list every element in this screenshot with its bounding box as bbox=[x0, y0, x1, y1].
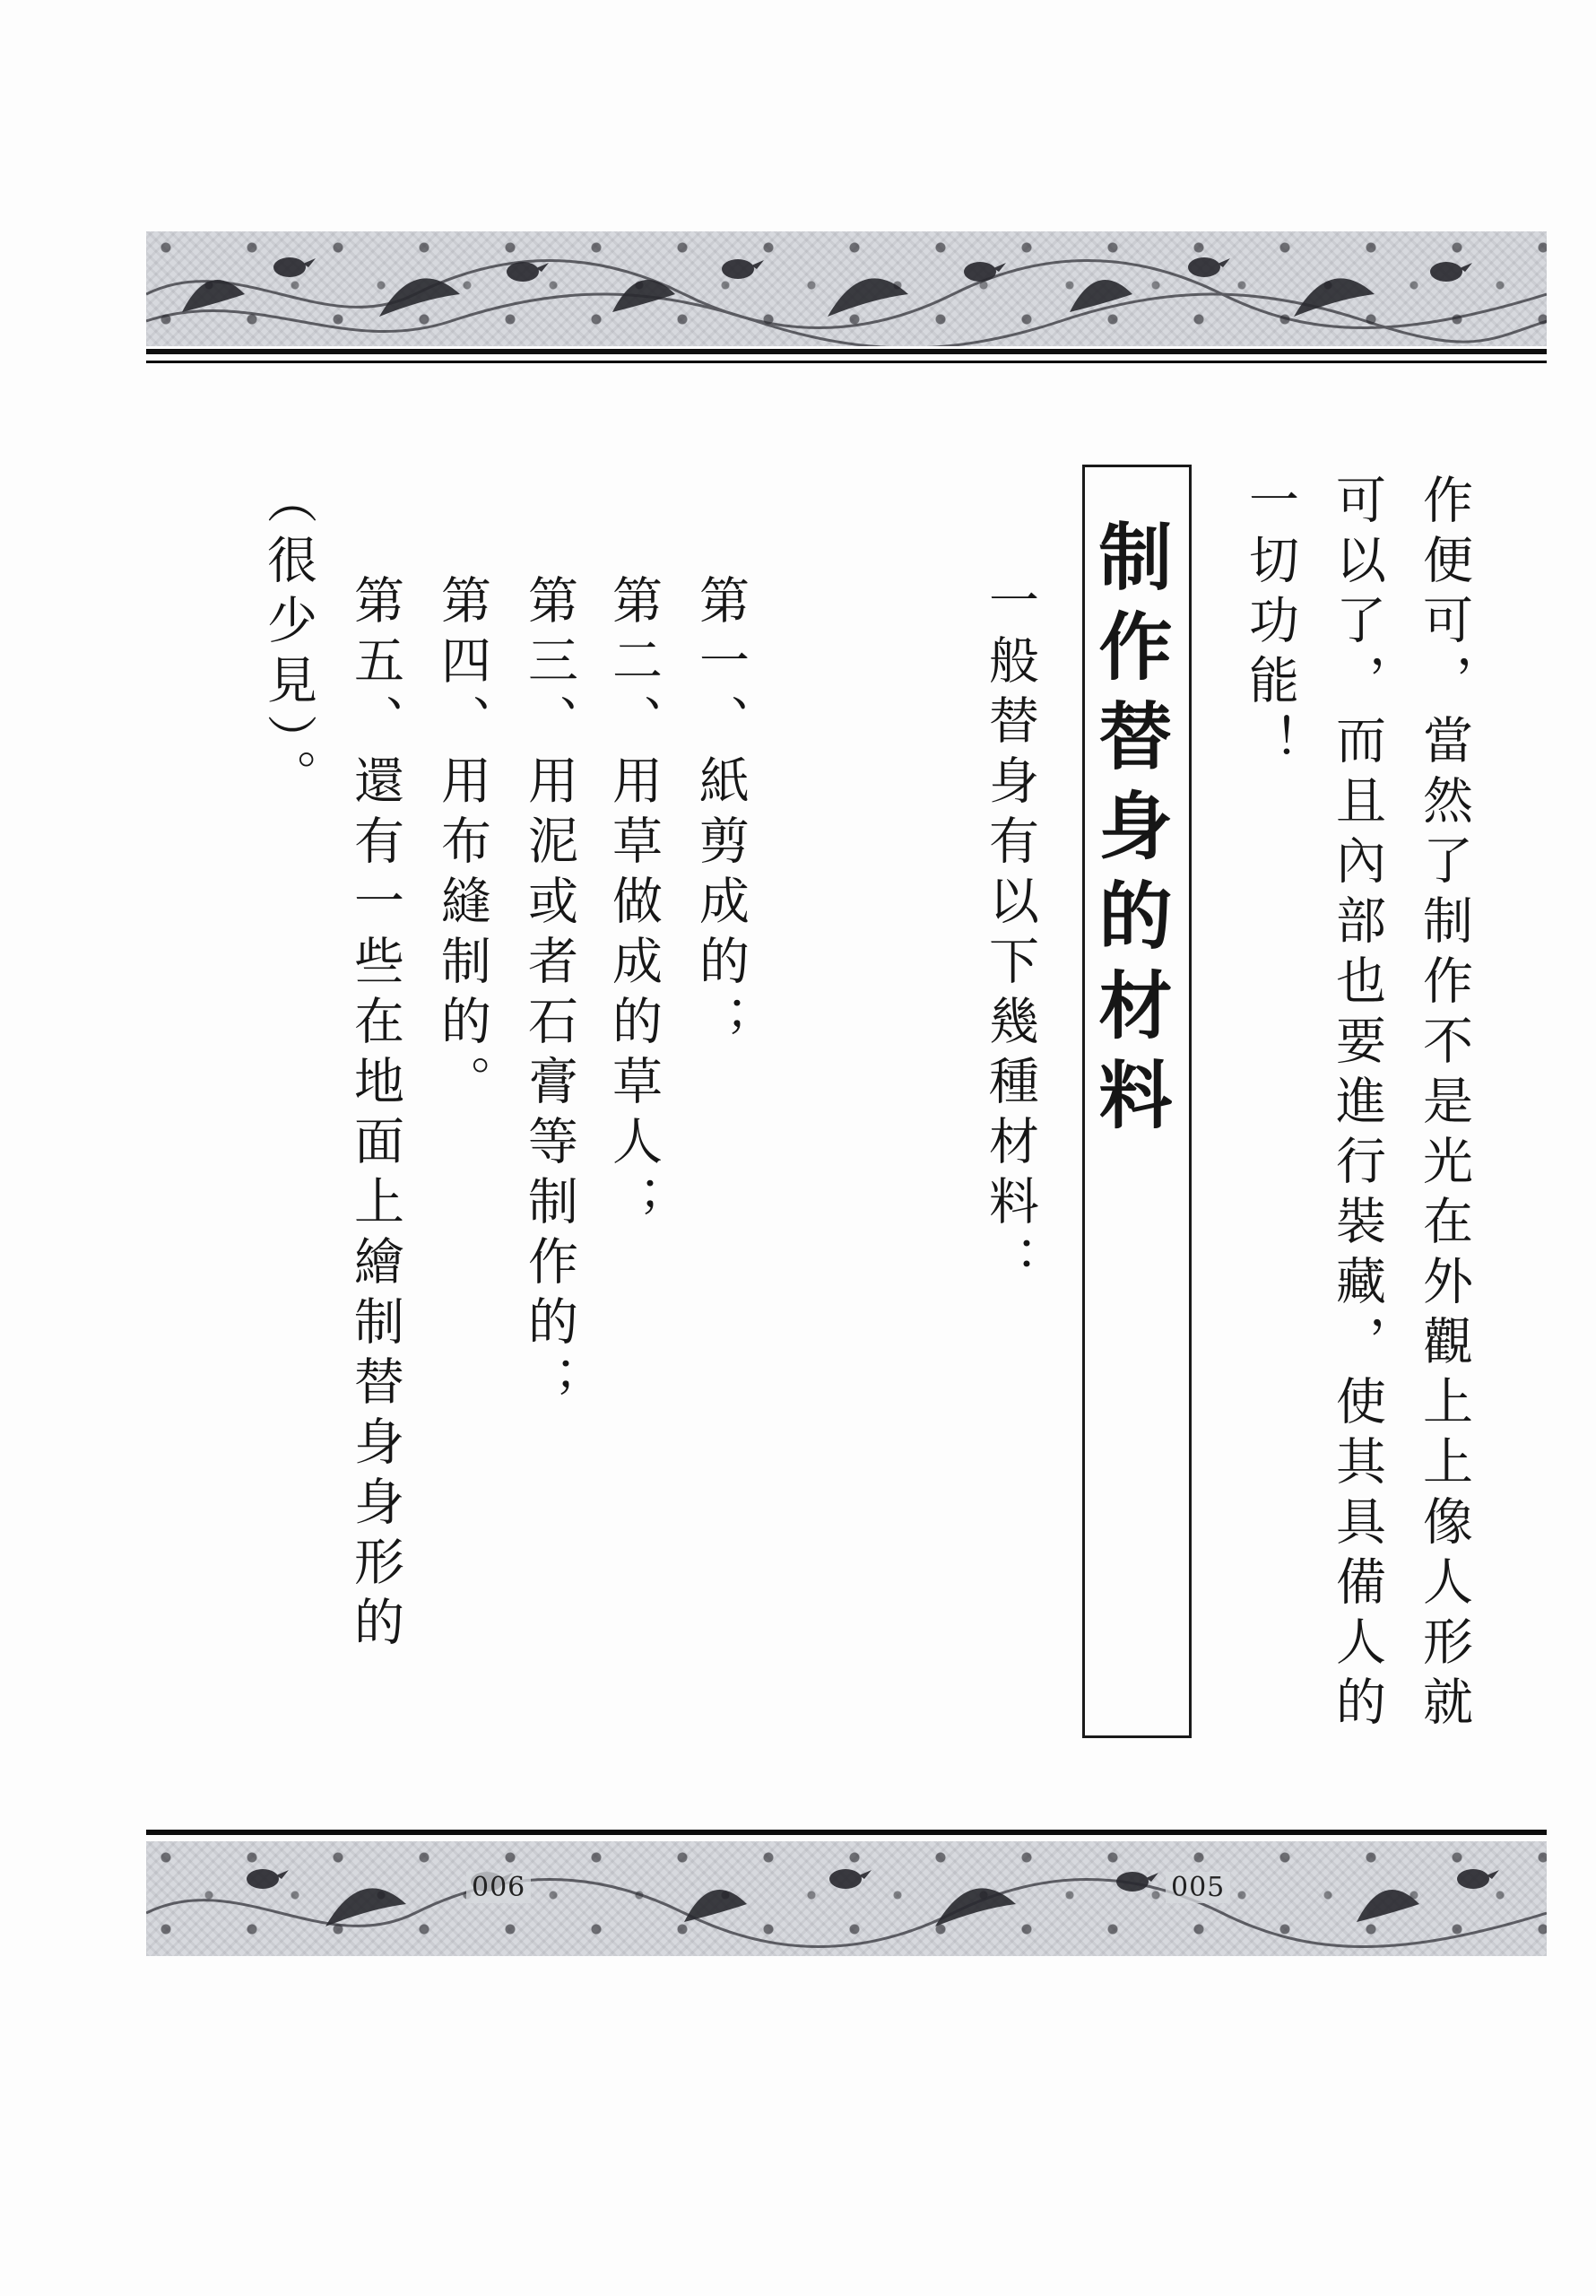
list-item-3: 第三、用泥或者石膏等制作的； bbox=[520, 574, 578, 1415]
page-number-right: 005 bbox=[1166, 1872, 1230, 1903]
section-title: 制作替身的材料 bbox=[1087, 518, 1172, 1146]
header-rule-thin bbox=[146, 361, 1547, 363]
paragraph-line-2: 可以了，而且內部也要進行裝藏，使其具備人的 bbox=[1328, 474, 1386, 1735]
floral-bird-pattern-icon bbox=[146, 231, 1547, 346]
header-rule-thick bbox=[146, 349, 1547, 354]
paragraph-line-1: 作便可，當然了制作不是光在外觀上上像人形就 bbox=[1415, 474, 1473, 1735]
list-item-4: 第四、用布縫制的。 bbox=[433, 574, 491, 1115]
page-number-left: 006 bbox=[466, 1872, 531, 1903]
list-item-2: 第二、用草做成的草人； bbox=[604, 574, 663, 1235]
header-ornament-band bbox=[146, 231, 1547, 346]
footer-rule-thick bbox=[146, 1830, 1547, 1835]
intro-line: 一般替身有以下幾種材料： bbox=[981, 574, 1039, 1295]
floral-bird-pattern-icon bbox=[146, 1841, 1547, 1956]
list-item-5-continuation: （很少見）。 bbox=[259, 474, 317, 809]
paragraph-line-3: 一切功能！ bbox=[1241, 474, 1299, 774]
list-item-1: 第一、紙剪成的； bbox=[691, 574, 750, 1055]
list-item-5: 第五、還有一些在地面上繪制替身身形的 bbox=[346, 574, 404, 1656]
footer-ornament-band bbox=[146, 1841, 1547, 1956]
